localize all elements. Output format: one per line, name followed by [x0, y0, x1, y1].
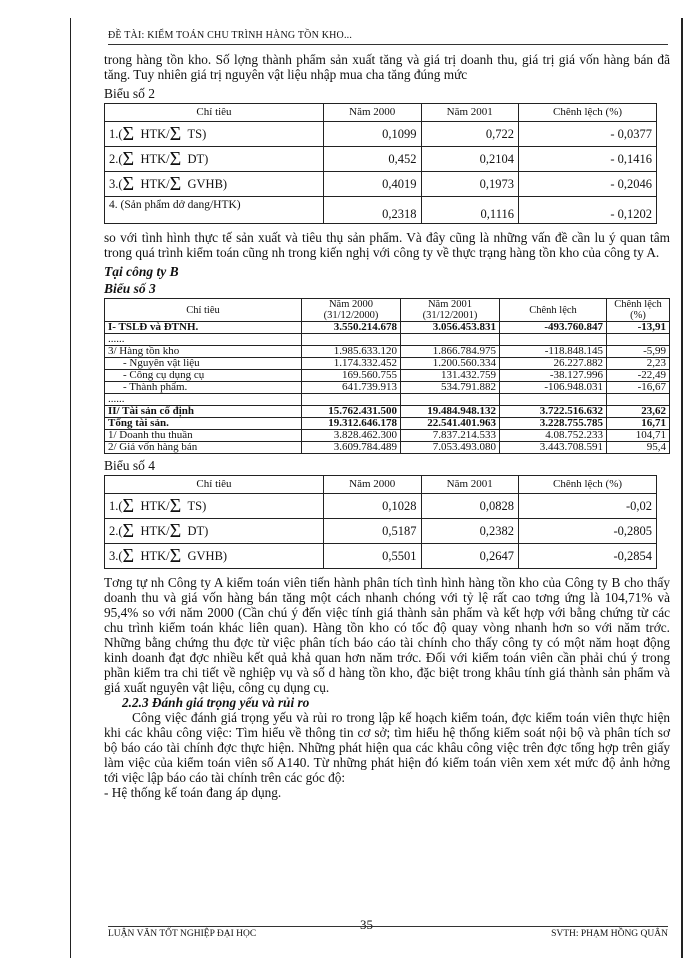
bullet-item: - Hệ thống kế toán đang áp dụng. [104, 785, 282, 800]
table-cell: -0,2854 [519, 544, 657, 569]
ratio-indicator: 2.(Σ HTK/Σ DT) [105, 519, 324, 544]
table-row [105, 122, 657, 147]
table-cell: - 0,1416 [519, 147, 657, 172]
table-cell: 1/ Doanh thu thuần [105, 430, 302, 442]
table-cell: 169.560.755 [302, 370, 401, 382]
table-row [105, 442, 670, 454]
table-cell: - Nguyên vật liệu [105, 358, 302, 370]
table3-header: Chỉ tiêu [105, 299, 302, 322]
subsection-title: 2.2.3 Đánh giá trọng yếu và rủi ro [122, 695, 310, 710]
table-cell: 0,0828 [421, 494, 519, 519]
page-footer [108, 926, 668, 939]
table-row [105, 346, 670, 358]
mid-paragraph: so với tình hình thực tế sản xuất và tiêu thụ sản phẩm. Và đây cũng là những vấn đề cần lu ý quan tâm trong quá trình kiểm toán cũng nh trong kiến nghị với công ty về thực trạng hàng tồn kho của công ty A. [104, 230, 670, 260]
table-cell: 7.053.493.080 [401, 442, 500, 454]
table-cell: - Thành phẩm. [105, 382, 302, 394]
table-cell: -0,2805 [519, 519, 657, 544]
table2-header: Năm 2000 [324, 104, 422, 122]
table4-header: Năm 2000 [324, 476, 422, 494]
document-body [104, 52, 670, 800]
intro-paragraph: trong hàng tồn kho. Số lợng thành phẩm sản xuất tăng và giá trị doanh thu, giá trị giá vốn hàng bán đã tăng. Tuy nhiên giá trị nguyên vật liệu nhập mua cha tăng đúng mức [104, 52, 670, 82]
table-cell: 0,1028 [324, 494, 422, 519]
sigma-symbol: Σ [169, 123, 182, 145]
table-cell: 0,2647 [421, 544, 519, 569]
table-cell: 3.443.708.591 [500, 442, 607, 454]
table-cell: 1.866.784.975 [401, 346, 500, 358]
table-cell: 95,4 [607, 442, 670, 454]
table-row [105, 430, 670, 442]
table-row [105, 544, 657, 569]
table-cell: II/ Tài sản cố định [105, 406, 302, 418]
table-cell [401, 394, 500, 406]
table-cell: -0,02 [519, 494, 657, 519]
table-cell: 0,2104 [421, 147, 519, 172]
table-cell [607, 394, 670, 406]
table4-header: Chênh lệch (%) [519, 476, 657, 494]
table-cell: 0,1099 [324, 122, 422, 147]
sigma-symbol: Σ [122, 173, 135, 195]
table-cell [607, 334, 670, 346]
table-cell: 534.791.882 [401, 382, 500, 394]
table-cell: -13,91 [607, 322, 670, 334]
page-number: 35 [360, 917, 373, 932]
table-cell: 3.550.214.678 [302, 322, 401, 334]
table-cell: ...... [105, 334, 302, 346]
sigma-symbol: Σ [169, 495, 182, 517]
table-row [105, 418, 670, 430]
footer-left: LUẬN VĂN TỐT NGHIỆP ĐẠI HỌC [108, 929, 257, 939]
table-row [105, 334, 670, 346]
table-row [105, 358, 670, 370]
table-cell: 0,2382 [421, 519, 519, 544]
ratio-indicator: 2.(Σ HTK/Σ DT) [105, 147, 324, 172]
table2 [104, 103, 657, 224]
table-cell: 3.722.516.632 [500, 406, 607, 418]
table-cell: 1.200.560.334 [401, 358, 500, 370]
table-cell: ...... [105, 394, 302, 406]
company-b-title: Tại công ty B [104, 264, 179, 279]
table-cell: -22,49 [607, 370, 670, 382]
table-cell [500, 334, 607, 346]
table-cell: - 0,1202 [519, 197, 657, 224]
table-cell: 0,2318 [324, 197, 422, 224]
table-cell: Tổng tài sản. [105, 418, 302, 430]
ratio-indicator: 1.(Σ HTK/Σ TS) [105, 122, 324, 147]
table-cell: 131.432.759 [401, 370, 500, 382]
table-row [105, 382, 670, 394]
final-paragraph: Công việc đánh giá trọng yếu và rủi ro trong lập kế hoạch kiểm toán, đợc kiểm toán viên thực hiện khi các khâu công việc: Tìm hiểu về thông tin cơ sở; tìm hiểu hệ thống kiểm soát nội bộ và phân tích sơ bộ báo cáo tài chính đợc thực hiện. Những phát hiện qua các khâu công việc trên đợc tổng hợp trên giấy làm việc của kiểm toán viên số A140. Từ những phát hiện đó kiểm toán viên xem xét mức độ ảnh hởng tới việc lập báo cáo tài chính trên các góc độ: [104, 710, 670, 785]
table-cell: 0,1973 [421, 172, 519, 197]
table-cell: -493.760.847 [500, 322, 607, 334]
table-cell [302, 334, 401, 346]
table3-header: Năm 2001 (31/12/2001) [401, 299, 500, 322]
table-cell: 1.174.332.452 [302, 358, 401, 370]
table-row [105, 394, 670, 406]
table-cell: 23,62 [607, 406, 670, 418]
table-cell [302, 394, 401, 406]
table-cell: 26.227.882 [500, 358, 607, 370]
table-cell: 3.609.784.489 [302, 442, 401, 454]
table-cell: 3/ Hàng tồn kho [105, 346, 302, 358]
table-row [105, 370, 670, 382]
sigma-symbol: Σ [122, 495, 135, 517]
table-row [105, 322, 670, 334]
table2-header: Năm 2001 [421, 104, 519, 122]
sigma-symbol: Σ [122, 545, 135, 567]
table-row [105, 147, 657, 172]
table-cell: -118.848.145 [500, 346, 607, 358]
table4-label: Biểu số 4 [104, 458, 156, 473]
table3-header: Năm 2000 (31/12/2000) [302, 299, 401, 322]
table3-header: Chênh lệch (%) [607, 299, 670, 322]
table-cell: 2/ Giá vốn hàng bán [105, 442, 302, 454]
table3-label: Biểu số 3 [104, 281, 156, 296]
table-cell: I- TSLĐ và ĐTNH. [105, 322, 302, 334]
table-cell: 1.985.633.120 [302, 346, 401, 358]
table2-label: Biểu số 2 [104, 86, 156, 101]
sigma-symbol: Σ [169, 545, 182, 567]
table-cell [500, 394, 607, 406]
sigma-symbol: Σ [122, 123, 135, 145]
table-cell: -5,99 [607, 346, 670, 358]
table-cell: 16,71 [607, 418, 670, 430]
table-cell: - 0,2046 [519, 172, 657, 197]
table-cell: 19.312.646.178 [302, 418, 401, 430]
table-cell: 7.837.214.533 [401, 430, 500, 442]
table-row [105, 494, 657, 519]
table-row [105, 519, 657, 544]
table-cell: 641.739.913 [302, 382, 401, 394]
sigma-symbol: Σ [169, 148, 182, 170]
ratio-indicator: 1.(Σ HTK/Σ TS) [105, 494, 324, 519]
table-cell: 0,5187 [324, 519, 422, 544]
table-cell: 0,4019 [324, 172, 422, 197]
table-cell: 0,722 [421, 122, 519, 147]
table4-header: Chỉ tiêu [105, 476, 324, 494]
table-cell: -38.127.996 [500, 370, 607, 382]
table-cell: - Công cụ dụng cụ [105, 370, 302, 382]
table-cell: 0,5501 [324, 544, 422, 569]
analysis-paragraph: Tơng tự nh Công ty A kiểm toán viên tiến hành phân tích tình hình hàng tồn kho của Công ty B cho thấy doanh thu và giá vốn hàng bán tăng một cách nhanh chóng với tỷ lệ rất cao tơng ứng là 104,71% và 95,4% so với năm 2000 (Cần chú ý đến việc tính giá thành sản phẩm và kết hợp với bằng chứng từ các chu trình kiểm toán khác liên quan). Hàng tồn kho có tốc độ quay vòng nhanh hơn so với năm trớc. Những bằng chứng thu đợc từ việc phân tích báo cáo tài chính cho thấy công ty có một năm hoạt động kinh doanh đạt đợc nhiều kết quả khả quan hơn năm trớc. Đối với kiểm toán viên cần phải chú ý trong phần kiểm tra chi tiết về nghiệp vụ và số d hàng tồn kho, đặc biệt trong khâu tính giá thành sản phẩm và giá xuất nguyên vật liệu, công cụ dụng cụ. [104, 575, 670, 695]
table-cell: 19.484.948.132 [401, 406, 500, 418]
table-row [105, 197, 657, 224]
ratio-indicator: 3.(Σ HTK/Σ GVHB) [105, 172, 324, 197]
table-cell: 3.056.453.831 [401, 322, 500, 334]
table-cell [401, 334, 500, 346]
footer-right: SVTH: PHẠM HỒNG QUÂN [551, 929, 668, 939]
table4-header: Năm 2001 [421, 476, 519, 494]
table-row [105, 172, 657, 197]
table-cell: -106.948.031 [500, 382, 607, 394]
page-header: ĐỀ TÀI: KIỂM TOÁN CHU TRÌNH HÀNG TỒN KHO... [108, 30, 668, 45]
table4 [104, 475, 657, 569]
table-cell: 4.08.752.233 [500, 430, 607, 442]
sigma-symbol: Σ [122, 520, 135, 542]
table2-header: Chỉ tiêu [105, 104, 324, 122]
table3 [104, 298, 670, 454]
table-row [105, 406, 670, 418]
sigma-symbol: Σ [169, 520, 182, 542]
table-cell: 4. (Sản phẩm dở dang/HTK) [105, 197, 324, 224]
table3-header: Chênh lệch [500, 299, 607, 322]
table-cell: - 0,0377 [519, 122, 657, 147]
table2-header: Chênh lệch (%) [519, 104, 657, 122]
table-cell: 104,71 [607, 430, 670, 442]
sigma-symbol: Σ [169, 173, 182, 195]
ratio-indicator: 3.(Σ HTK/Σ GVHB) [105, 544, 324, 569]
table-cell: 3.228.755.785 [500, 418, 607, 430]
table-cell: 2,23 [607, 358, 670, 370]
table-cell: -16,67 [607, 382, 670, 394]
table-cell: 15.762.431.500 [302, 406, 401, 418]
table-cell: 3.828.462.300 [302, 430, 401, 442]
table-cell: 0,452 [324, 147, 422, 172]
table-cell: 0,1116 [421, 197, 519, 224]
sigma-symbol: Σ [122, 148, 135, 170]
table-cell: 22.541.401.963 [401, 418, 500, 430]
